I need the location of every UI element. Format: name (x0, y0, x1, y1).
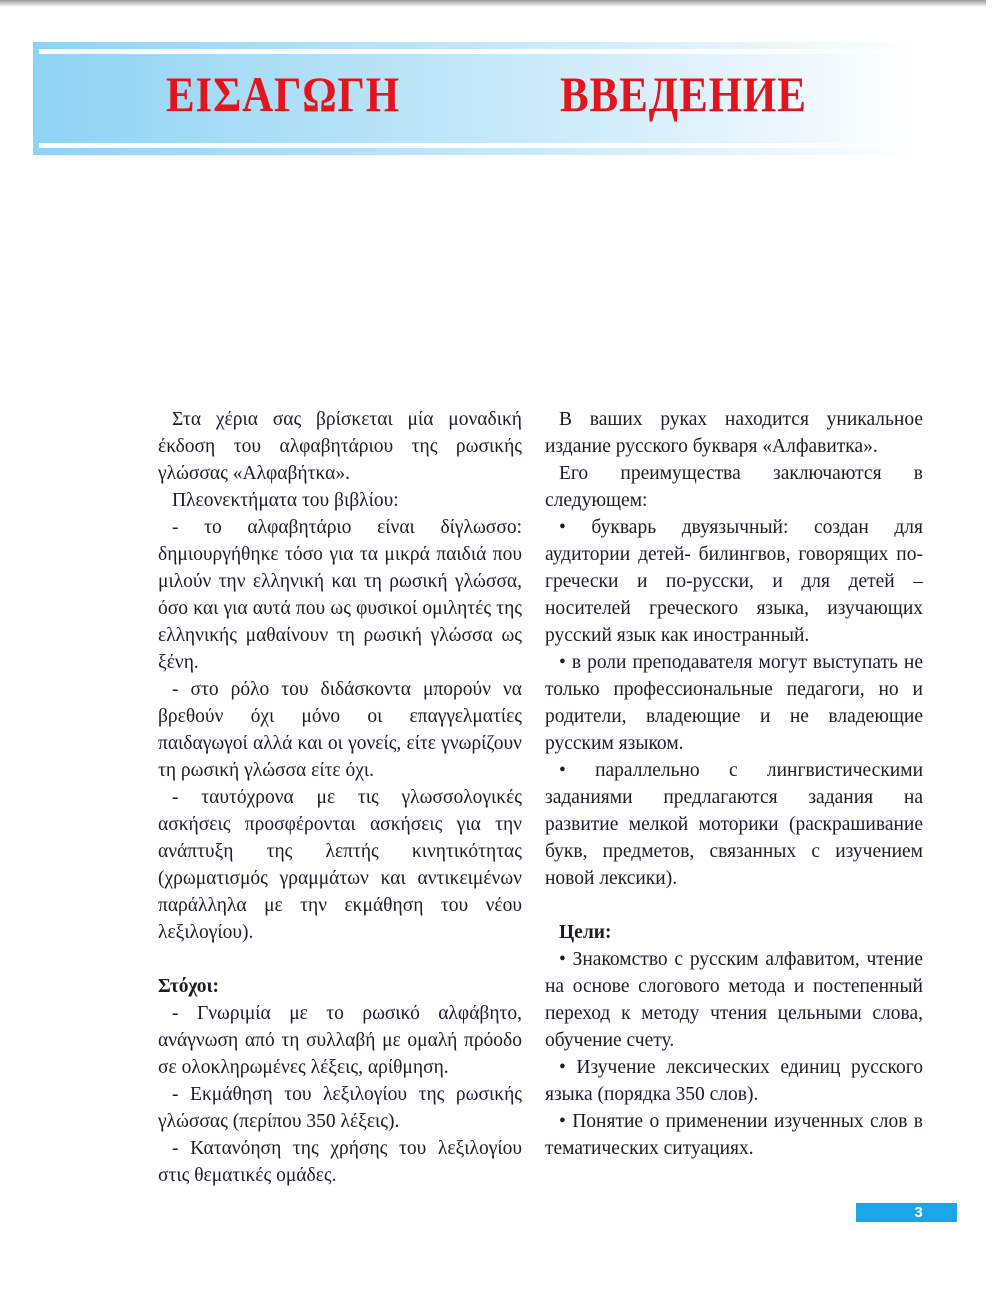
russian-advantages-label: Его преимущества заключаются в следующем: (545, 463, 923, 511)
greek-intro-paragraph: Στα χέρια σας βρίσκεται μία μοναδική έκδοση του αλφαβητάριου της ρωσικής γλώσσας «Αλφαβήτκα». (158, 409, 522, 484)
russian-goal-item: • Понятие о применении изученных слов в тематических ситуациях. (545, 1111, 923, 1159)
greek-advantages-label: Πλεονεκτήματα του βιβλίου: (172, 490, 399, 511)
title-banner (33, 42, 918, 155)
greek-goal-item: - Κατανόηση της χρήσης του λεξιλογίου στις θεματικές ομάδες. (158, 1138, 522, 1186)
greek-advantage-item: - ταυτόχρονα με τις γλωσσολογικές ασκήσεις προσφέρονται ασκήσεις για την ανάπτυξη της λεπτής κινητικότητας (χρωματισμός γραμμάτων και αντικειμένων παράλληλα με την εκμάθηση του νέου λεξιλογίου). (158, 787, 522, 943)
banner-top-stripe (39, 49, 918, 54)
greek-advantage-item: - στο ρόλο του διδάσκοντα μπορούν να βρεθούν όχι μόνο οι επαγγελματίες παιδαγωγοί αλλά και οι γονείς, είτε γνωρίζουν τη ρωσική γλώσσα είτε όχι. (158, 679, 522, 781)
spacer (158, 946, 522, 973)
greek-goal-item: - Εκμάθηση του λεξιλογίου της ρωσικής γλώσσας (περίπου 350 λέξεις). (158, 1084, 522, 1132)
russian-advantage-item: • параллельно с лингвистическими заданиями предлагаются задания на развитие мелкой моторики (раскрашивание букв, предметов, связанных с изучением новой лексики). (545, 760, 923, 889)
greek-text-column (158, 406, 522, 1189)
banner-bottom-stripe (39, 143, 918, 148)
russian-goal-item: • Изучение лексических единиц русского языка (порядка 350 слов). (545, 1057, 923, 1105)
russian-goal-item: • Знакомство с русским алфавитом, чтение на основе слогового метода и постепенный переход к методу чтения цельными слова, обучение счету. (545, 949, 923, 1051)
spacer (545, 892, 923, 919)
russian-advantage-item: • букварь двуязычный: создан для аудитории детей- билингвов, говорящих по-гречески и по-русски, и для детей – носителей греческого языка, изучающих русский язык как иностранный. (545, 517, 923, 646)
greek-advantage-item: - το αλφαβητάριο είναι δίγλωσσο: δημιουργήθηκε τόσο για τα μικρά παιδιά που μιλούν την ελληνική και τη ρωσική γλώσσα, όσο και για αυτά που ως φυσικοί ομιλητές της ελληνικής μαθαίνουν τη ρωσική γλώσσα ως ξένη. (158, 517, 522, 673)
title-russian: ВВЕДЕНИЕ (560, 66, 807, 122)
russian-intro-paragraph: В ваших руках находится уникальное издание русского букваря «Алфавитка». (545, 409, 923, 457)
greek-goal-item: - Γνωριμία με το ρωσικό αλφάβητο, ανάγνωση από τη συλλαβή με ομαλή πρόοδο σε ολοκληρωμένες λέξεις, αρίθμηση. (158, 1003, 522, 1078)
greek-goals-heading: Στόχοι: (158, 976, 220, 997)
page-number-badge: 3 (856, 1203, 957, 1222)
russian-goals-heading: Цели: (559, 922, 612, 943)
russian-advantage-item: • в роли преподавателя могут выступать не только профессиональные педагоги, но и родители, владеющие и не владеющие русским языком. (545, 652, 923, 754)
title-greek: ΕΙΣΑΓΩΓΗ (166, 66, 401, 122)
russian-text-column (545, 406, 923, 1162)
top-edge-shadow (0, 0, 986, 7)
